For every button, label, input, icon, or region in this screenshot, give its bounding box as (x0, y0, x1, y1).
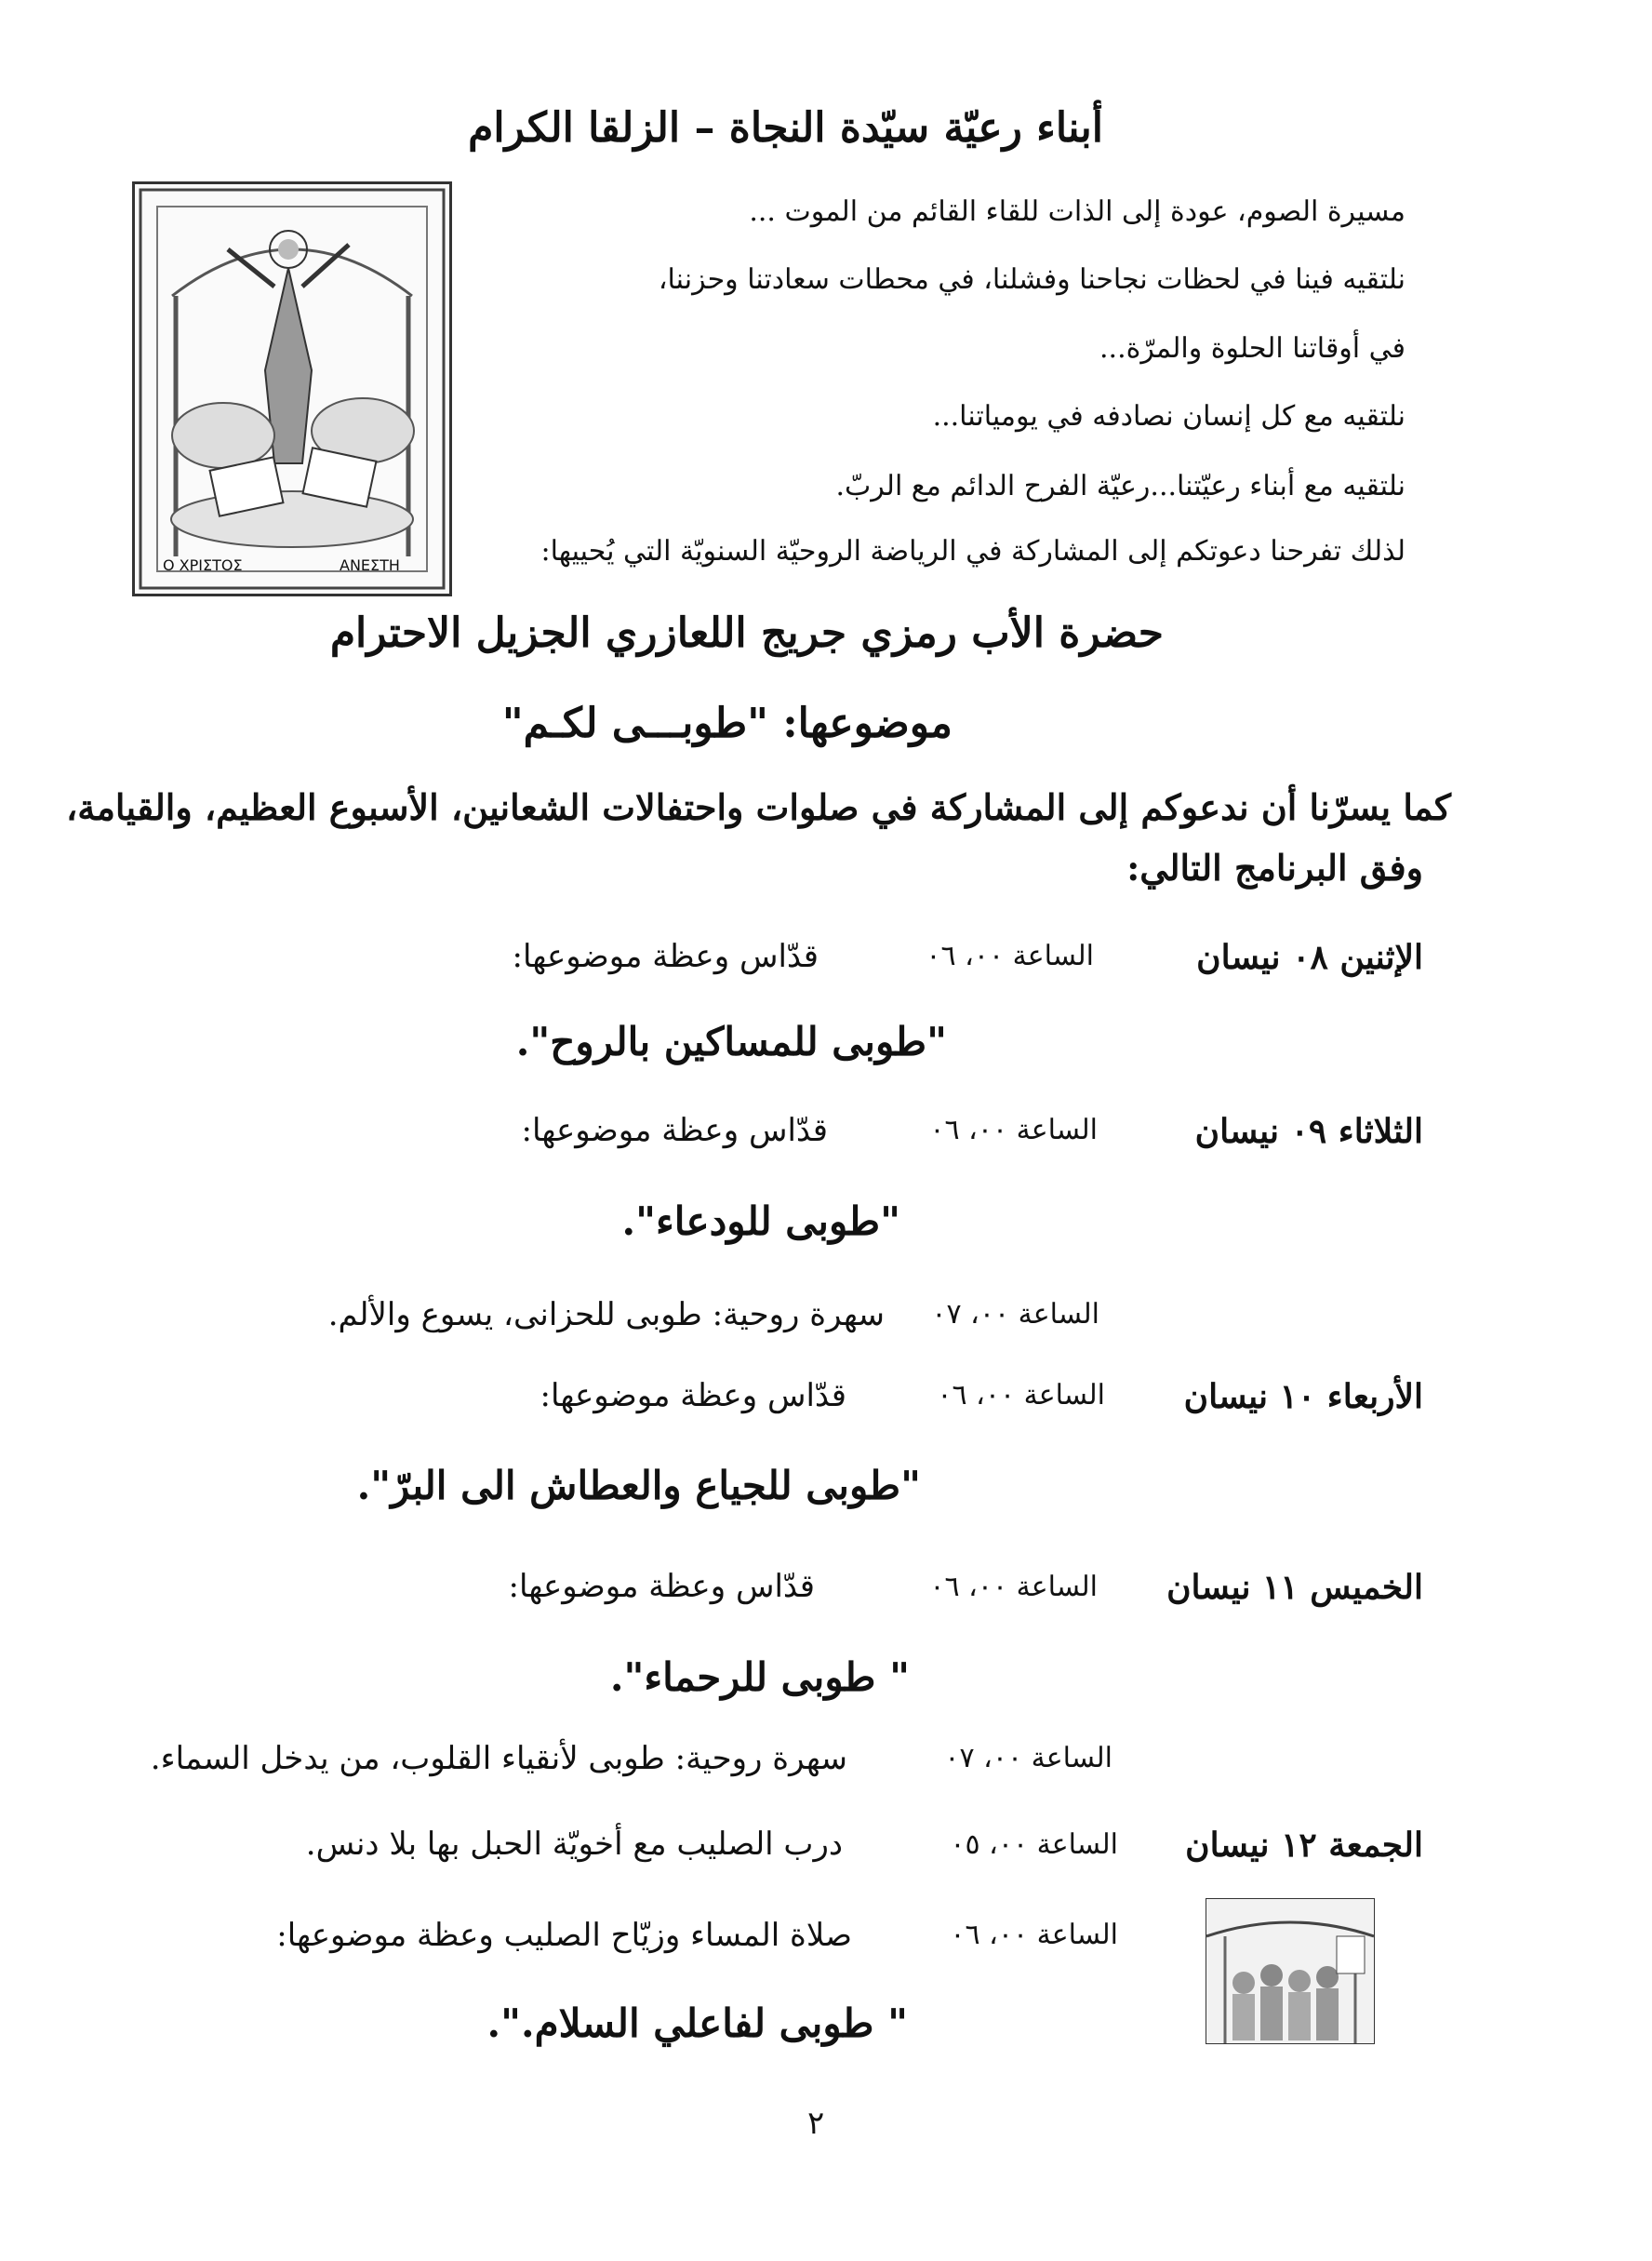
schedule-desc: قدّاس وعظة موضوعها: (540, 1377, 846, 1414)
schedule-day-tuesday: الثلاثاء ٠٩ نيسان (1194, 1112, 1423, 1151)
sermon-topic-wednesday: "طوبى للجياع والعطاش الى البرّ". (356, 1463, 921, 1508)
schedule-desc: قدّاس وعظة موضوعها: (521, 1112, 828, 1149)
evening-program: سهرة روحية: طوبى لأنقياء القلوب، من يدخل السماء. (150, 1740, 847, 1777)
icon-caption-right: ΑΝΕΣΤΗ (340, 556, 400, 574)
crowd-procession-icon (1206, 1898, 1375, 2044)
schedule-desc: صلاة المساء وزيّاح الصليب وعظة موضوعها: (276, 1917, 852, 1954)
schedule-time: الساعة ٠٠، ٠٦ (926, 940, 1094, 972)
invitation-text: كما يسرّنا أن ندعوكم إلى المشاركة في صلوات واحتفالات الشعانين، الأسبوع العظيم، والقيامة، (65, 786, 1451, 828)
preacher-name: حضرة الأب رمزي جريج اللعازري الجزيل الاحترام (329, 609, 1164, 657)
schedule-time: الساعة ٠٠، ٠٦ (937, 1379, 1105, 1411)
intro-line: لذلك تفرحنا دعوتكم إلى المشاركة في الرياضة الروحيّة السنويّة التي يُحييها: (540, 535, 1406, 568)
intro-line: نلتقيه مع كل إنسان نصادفه في يومياتنا... (932, 400, 1406, 433)
evening-program: سهرة روحية: طوبى للحزانى، يسوع والألم. (327, 1296, 885, 1333)
schedule-time: الساعة ٠٠، ٠٦ (929, 1571, 1098, 1603)
sermon-topic-tuesday: "طوبى للودعاء". (621, 1198, 900, 1244)
schedule-desc: درب الصليب مع أخويّة الحبل بها بلا دنس. (305, 1826, 843, 1863)
schedule-time: الساعة ٠٠، ٠٥ (950, 1828, 1118, 1861)
schedule-day-wednesday: الأربعاء ١٠ نيسان (1183, 1377, 1423, 1416)
sermon-topic-monday: "طوبى للمساكين بالروح". (515, 1019, 947, 1064)
schedule-time: الساعة ٠٠، ٠٦ (950, 1919, 1118, 1951)
retreat-topic: موضوعها: "طوبـــى لكـم" (501, 700, 953, 747)
icon-caption-left: Ο ΧΡΙΣΤΟΣ (163, 556, 243, 574)
schedule-time: الساعة ٠٠، ٠٧ (931, 1298, 1099, 1331)
intro-line: نلتقيه مع أبناء رعيّتنا...رعيّة الفرح الدائم مع الربّ. (835, 470, 1406, 502)
intro-line: مسيرة الصوم، عودة إلى الذات للقاء القائم من الموت ... (749, 195, 1406, 228)
schedule-day-thursday: الخميس ١١ نيسان (1166, 1568, 1423, 1607)
sermon-topic-friday: " طوبى لفاعلي السلام.". (486, 2000, 908, 2046)
invitation-text: وفق البرنامج التالي: (1126, 847, 1423, 889)
schedule-day-monday: الإثنين ٠٨ نيسان (1196, 938, 1423, 977)
schedule-time: الساعة ٠٠، ٠٦ (929, 1114, 1098, 1146)
intro-line: نلتقيه فينا في لحظات نجاحنا وفشلنا، في محطات سعادتنا وحزننا، (658, 263, 1406, 296)
sermon-topic-thursday: " طوبى للرحماء". (609, 1654, 910, 1700)
page-title: أبناء رعيّة سيّدة النجاة – الزلقا الكرام (468, 104, 1103, 152)
resurrection-icon (132, 181, 452, 596)
schedule-time: الساعة ٠٠، ٠٧ (944, 1742, 1112, 1774)
schedule-desc: قدّاس وعظة موضوعها: (508, 1568, 815, 1605)
intro-line: في أوقاتنا الحلوة والمرّة... (1099, 332, 1406, 365)
schedule-day-friday: الجمعة ١٢ نيسان (1185, 1826, 1423, 1865)
schedule-desc: قدّاس وعظة موضوعها: (512, 938, 819, 975)
page-number: ٢ (807, 2105, 825, 2142)
